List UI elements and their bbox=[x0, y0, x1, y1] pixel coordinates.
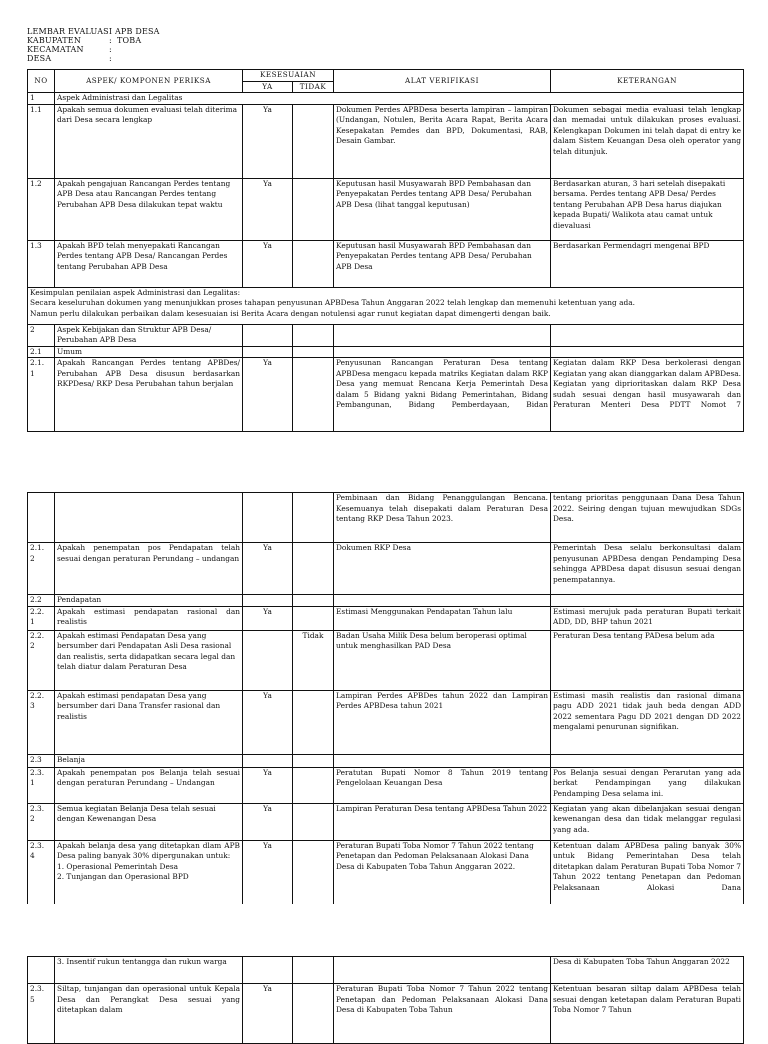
field-separator: : bbox=[109, 36, 112, 45]
column-header-no: NO bbox=[28, 70, 55, 93]
evaluation-table-page-3 bbox=[27, 956, 744, 1044]
summary-heading: Kesimpulan penilaian aspek Administrasi dan Legalitas: bbox=[30, 287, 241, 297]
tidak-cell bbox=[293, 358, 334, 432]
table-row bbox=[28, 240, 744, 287]
keterangan-cell: Kegiatan yang akan dibelanjakan sesuai dengan kewenangan desa dan tidak melanggar regulasi yang ada. bbox=[551, 803, 744, 840]
column-header-aspek: ASPEK/ KOMPONEN PERIKSA bbox=[55, 70, 243, 93]
row-number: 2.1. 2 bbox=[28, 543, 55, 595]
row-number: 2.2. 2 bbox=[28, 630, 55, 690]
list-item: 1. Operasional Pemerintah Desa bbox=[57, 861, 179, 871]
section-title: Aspek Administrasi dan Legalitas bbox=[55, 93, 744, 105]
aspek-cell: Siltap, tunjangan dan operasional untuk Kepala Desa dan Perangkat Desa sesuai yang ditetapkan dalam bbox=[55, 984, 243, 1044]
row-number: 2.2. 1 bbox=[28, 606, 55, 630]
field-label: KECAMATAN bbox=[27, 45, 84, 54]
row-number: 2.3. 4 bbox=[28, 840, 55, 904]
table-row bbox=[28, 767, 744, 803]
alat-verifikasi-cell bbox=[334, 957, 551, 984]
column-header-alat-verifikasi: ALAT VERIFIKASI bbox=[334, 70, 551, 93]
summary-text: Secara keseluruhan dokumen yang menunjukkan proses tahapan penyusunan APBDesa Tahun Anggaran 2022 telah lengkap dan memenuhi ketentuan yang ada. bbox=[30, 298, 636, 307]
ya-cell bbox=[243, 754, 293, 767]
keterangan-cell: Estimasi masih realistis dan rasional dimana pagu ADD 2021 tidak jauh beda dengan ADD 2022 sementara Pagu DD 2021 dengan DD 2022 mengalami penurunan signifikan. bbox=[551, 690, 744, 754]
ya-cell bbox=[243, 957, 293, 984]
alat-verifikasi-cell: Dokumen Perdes APBDesa beserta lampiran – lampiran (Undangan, Notulen, Berita Acara Rapat, Berita Acara Kesepakatan Pemdes dan BPD, Dokumentasi, RAB, Desain Gambar. bbox=[334, 104, 551, 178]
ya-cell bbox=[243, 346, 293, 358]
table-row bbox=[28, 690, 744, 754]
keterangan-cell: Ketentuan besaran siltap dalam APBDesa telah sesuai dengan ketetapan dalam Peraturan Bupati Toba Nomor 7 Tahun bbox=[551, 984, 744, 1044]
row-number: 2.3. 5 bbox=[28, 984, 55, 1044]
ya-cell: Ya bbox=[243, 840, 293, 904]
ya-cell: Ya bbox=[243, 690, 293, 754]
summary-cell bbox=[28, 287, 744, 324]
tidak-cell bbox=[293, 690, 334, 754]
keterangan-cell bbox=[551, 595, 744, 607]
column-header-ya: YA bbox=[243, 81, 293, 93]
tidak-cell bbox=[293, 840, 334, 904]
row-number bbox=[28, 493, 55, 543]
aspek-cell: Apakah pengajuan Rancangan Perdes tentang APB Desa atau Rancangan Perdes tentang Perubahan APB Desa dilakukan tepat waktu bbox=[55, 178, 243, 240]
ya-cell: Ya bbox=[243, 543, 293, 595]
aspek-cell: Apakah semua dokumen evaluasi telah diterima dari Desa secara lengkap bbox=[55, 104, 243, 178]
subsection-number: 2.2 bbox=[28, 595, 55, 607]
alat-verifikasi-cell: Lampiran Perdes APBDes tahun 2022 dan Lampiran Perdes APBDesa tahun 2021 bbox=[334, 690, 551, 754]
ya-cell: Ya bbox=[243, 104, 293, 178]
aspek-cell: Apakah penempatan pos Pendapatan telah sesuai dengan peraturan Perundang – undangan bbox=[55, 543, 243, 595]
tidak-cell bbox=[293, 803, 334, 840]
keterangan-cell: Peraturan Desa tentang PADesa belum ada bbox=[551, 630, 744, 690]
field-separator: : bbox=[109, 54, 112, 63]
tidak-cell bbox=[293, 957, 334, 984]
table-row bbox=[28, 984, 744, 1044]
aspek-cell bbox=[55, 840, 243, 904]
alat-verifikasi-cell bbox=[334, 595, 551, 607]
table-row bbox=[28, 543, 744, 595]
alat-verifikasi-cell: Keputusan hasil Musyawarah BPD Pembahasan dan Penyepakatan Perdes tentang APB Desa/ Perubahan APB Desa (lihat tanggal keputusan) bbox=[334, 178, 551, 240]
keterangan-cell bbox=[551, 754, 744, 767]
aspek-cell: Apakah BPD telah menyepakati Rancangan Perdes tentang APB Desa/ Rancangan Perdes tentang Perubahan APB Desa bbox=[55, 240, 243, 287]
tidak-cell bbox=[293, 754, 334, 767]
list-item: 2. Tunjangan dan Operasional BPD bbox=[57, 872, 189, 881]
alat-verifikasi-cell: Peratutan Bupati Nomor 8 Tahun 2019 tentang Pengelolaan Keuangan Desa bbox=[334, 767, 551, 803]
alat-verifikasi-cell: Peraturan Bupati Toba Nomor 7 Tahun 2022 tentang Penetapan dan Pedoman Pelaksanaan Alokasi Dana Desa di Kabupaten Toba Tahun Anggaran 2022. bbox=[334, 840, 551, 904]
ya-cell bbox=[243, 595, 293, 607]
alat-verifikasi-cell bbox=[334, 346, 551, 358]
row-number: 2.2. 3 bbox=[28, 690, 55, 754]
table-row bbox=[28, 104, 744, 178]
ya-cell: Ya bbox=[243, 984, 293, 1044]
subsection-number: 2.3 bbox=[28, 754, 55, 767]
table-row bbox=[28, 803, 744, 840]
summary-text: Namun perlu dilakukan perbaikan dalam kesesuaian isi Berita Acara dengan notulensi agar runut kegiatan dapat dimengerti dengan baik. bbox=[30, 308, 551, 318]
keterangan-cell: Estimasi merujuk pada peraturan Bupati terkait ADD, DD, BHP tahun 2021 bbox=[551, 606, 744, 630]
aspek-cell: Apakah estimasi Pendapatan Desa yang bersumber dari Pendapatan Asli Desa rasional dan realistis, serta didapatkan secara legal dan telah diatur dalam Peraturan Desa bbox=[55, 630, 243, 690]
row-number: 2.1. 1 bbox=[28, 358, 55, 432]
table-row-continued bbox=[28, 493, 744, 543]
alat-verifikasi-cell: Badan Usaha Milik Desa belum beroperasi optimal untuk menghasilkan PAD Desa bbox=[334, 630, 551, 690]
aspek-cell: Apakah penempatan pos Belanja telah sesuai dengan peraturan Perundang – Undangan bbox=[55, 767, 243, 803]
ya-cell bbox=[243, 324, 293, 346]
subsection-title: Belanja bbox=[55, 754, 243, 767]
ya-cell: Ya bbox=[243, 767, 293, 803]
evaluation-table-page-1 bbox=[27, 69, 744, 432]
subsection-title: Pendapatan bbox=[55, 595, 243, 607]
ya-cell: Ya bbox=[243, 240, 293, 287]
tidak-cell bbox=[293, 178, 334, 240]
keterangan-cell: Dokumen sebagai media evaluasi telah lengkap dan memadai untuk dilakukan proses evaluasi. Kelengkapan Dokumen ini telah dapat di entry ke dalam Sistem Keuangan Desa oleh operator yang telah ditunjuk. bbox=[551, 104, 744, 178]
ya-cell: Ya bbox=[243, 606, 293, 630]
tidak-cell bbox=[293, 240, 334, 287]
section-row bbox=[28, 93, 744, 105]
tidak-cell bbox=[293, 767, 334, 803]
alat-verifikasi-cell: Keputusan hasil Musyawarah BPD Pembahasan dan Penyepakatan Perdes tentang APB Desa/ Perubahan APB Desa bbox=[334, 240, 551, 287]
alat-verifikasi-cell: Penyusunan Rancangan Peraturan Desa tentang APBDesa mengacu kepada matriks Kegiatan dalam RKP Desa yang memuat Rencana Kerja Pemerintah Desa dalam 5 Bidang yakni Bidang Pemerintahan, Bidang Pembangunan, Bidang Pemberdayaan, Bidan bbox=[334, 358, 551, 432]
tidak-cell bbox=[293, 346, 334, 358]
alat-verifikasi-cell bbox=[334, 754, 551, 767]
keterangan-cell: Pemerintah Desa selalu berkonsultasi dalam penyusunan APBDesa dengan Pendamping Desa sehingga APBDesa dapat disusun sesuai dengan penempatannya. bbox=[551, 543, 744, 595]
tidak-cell bbox=[293, 606, 334, 630]
header-field-kabupaten bbox=[27, 36, 160, 45]
row-number bbox=[28, 957, 55, 984]
row-number: 1.3 bbox=[28, 240, 55, 287]
row-number: 2.3. 1 bbox=[28, 767, 55, 803]
subsection-title: Umum bbox=[55, 346, 243, 358]
table-header-row bbox=[28, 70, 744, 82]
keterangan-cell: tentang prioritas penggunaan Dana Desa Tahun 2022. Seiring dengan tujuan mewujudkan SDGs Desa. bbox=[551, 493, 744, 543]
ya-cell bbox=[243, 493, 293, 543]
subsection-row bbox=[28, 595, 744, 607]
field-separator: : bbox=[109, 45, 112, 54]
table-row-continued bbox=[28, 957, 744, 984]
header-field-desa bbox=[27, 54, 160, 63]
row-number: 1.2 bbox=[28, 178, 55, 240]
tidak-cell: Tidak bbox=[293, 630, 334, 690]
section-row bbox=[28, 324, 744, 346]
keterangan-cell: Ketentuan dalam APBDesa paling banyak 30% untuk Bidang Pemerintahan Desa telah ditetapkan dalam Peraturan Bupati Toba Nomor 7 Tahun 2022 tentang Penetapan dan Pedoman Pelaksanaan Alokasi Dana bbox=[551, 840, 744, 904]
aspek-cell: 3. Insentif rukun tentangga dan rukun warga bbox=[55, 957, 243, 984]
section-title: Aspek Kebijakan dan Struktur APB Desa/ Perubahan APB Desa bbox=[55, 324, 243, 346]
alat-verifikasi-cell bbox=[334, 324, 551, 346]
aspek-cell: Apakah estimasi pendapatan rasional dan realistis bbox=[55, 606, 243, 630]
keterangan-cell: Berdasarkan Permendagri mengenai BPD bbox=[551, 240, 744, 287]
tidak-cell bbox=[293, 595, 334, 607]
keterangan-cell bbox=[551, 324, 744, 346]
keterangan-cell: Kegiatan dalam RKP Desa berkolerasi dengan Kegiatan yang akan dianggarkan dalam APBDesa. Kegiatan yang diprioritaskan dalam RKP Desa sudah sesuai dengan hasil musyawarah dan Peraturan Menteri Desa PDTT Nomot 7 bbox=[551, 358, 744, 432]
alat-verifikasi-cell: Estimasi Menggunakan Pendapatan Tahun lalu bbox=[334, 606, 551, 630]
subsection-row bbox=[28, 754, 744, 767]
alat-verifikasi-cell: Lampiran Peraturan Desa tentang APBDesa Tahun 2022 bbox=[334, 803, 551, 840]
field-label: DESA bbox=[27, 54, 52, 63]
ya-cell: Ya bbox=[243, 803, 293, 840]
column-header-tidak: TIDAK bbox=[293, 81, 334, 93]
document-title: LEMBAR EVALUASI APB DESA bbox=[27, 27, 160, 36]
document-header bbox=[27, 27, 160, 63]
aspek-text: Apakah belanja desa yang ditetapkan dlam APB Desa paling banyak 30% dipergunakan untuk: bbox=[57, 840, 240, 860]
column-header-kesesuaian: KESESUAIAN bbox=[243, 70, 334, 82]
keterangan-cell bbox=[551, 346, 744, 358]
keterangan-cell: Pos Belanja sesuai dengan Perarutan yang ada berkat Pendampingan yang dilakukan Pendamping Desa selama ini. bbox=[551, 767, 744, 803]
ya-cell bbox=[243, 630, 293, 690]
table-row bbox=[28, 358, 744, 432]
page-gap bbox=[0, 904, 768, 956]
row-number: 2.3. 2 bbox=[28, 803, 55, 840]
column-header-keterangan: KETERANGAN bbox=[551, 70, 744, 93]
aspek-cell: Apakah estimasi pendapatan Desa yang bersumber dari Dana Transfer rasional dan realistis bbox=[55, 690, 243, 754]
table-row bbox=[28, 606, 744, 630]
section-number: 1 bbox=[28, 93, 55, 105]
aspek-cell: Semua kegiatan Belanja Desa telah sesuai dengan Kewenangan Desa bbox=[55, 803, 243, 840]
table-row bbox=[28, 630, 744, 690]
ya-cell: Ya bbox=[243, 358, 293, 432]
summary-row bbox=[28, 287, 744, 324]
aspek-cell: Apakah Rancangan Perdes tentang APBDes/ Perubahan APB Desa disusun berdasarkan RKPDesa/ RKP Desa Perubahan tahun berjalan bbox=[55, 358, 243, 432]
evaluation-table-page-2 bbox=[27, 492, 744, 905]
subsection-number: 2.1 bbox=[28, 346, 55, 358]
alat-verifikasi-cell: Peraturan Bupati Toba Nomor 7 Tahun 2022 tentang Penetapan dan Pedoman Pelaksanaan Alokasi Dana Desa di Kabupaten Toba Tahun bbox=[334, 984, 551, 1044]
header-field-kecamatan bbox=[27, 45, 160, 54]
table-row bbox=[28, 178, 744, 240]
field-value: TOBA bbox=[117, 36, 142, 45]
subsection-row bbox=[28, 346, 744, 358]
tidak-cell bbox=[293, 543, 334, 595]
keterangan-cell: Desa di Kabupaten Toba Tahun Anggaran 2022 bbox=[551, 957, 744, 984]
table-row bbox=[28, 840, 744, 904]
page-gap bbox=[0, 440, 768, 492]
alat-verifikasi-cell: Dokumen RKP Desa bbox=[334, 543, 551, 595]
alat-verifikasi-cell: Pembinaan dan Bidang Penanggulangan Bencana. Kesemuanya telah disepakati dalam Peraturan Desa tentang RKP Desa Tahun 2023. bbox=[334, 493, 551, 543]
row-number: 1.1 bbox=[28, 104, 55, 178]
ya-cell: Ya bbox=[243, 178, 293, 240]
tidak-cell bbox=[293, 984, 334, 1044]
field-label: KABUPATEN bbox=[27, 36, 82, 45]
keterangan-cell: Berdasarkan aturan, 3 hari setelah disepakati bersama. Perdes tentang APB Desa/ Perdes tentang Perubahan APB Desa harus diajukan kepada Bupati/ Walikota atau camat untuk dievaluasi bbox=[551, 178, 744, 240]
tidak-cell bbox=[293, 493, 334, 543]
tidak-cell bbox=[293, 104, 334, 178]
section-number: 2 bbox=[28, 324, 55, 346]
aspek-cell bbox=[55, 493, 243, 543]
tidak-cell bbox=[293, 324, 334, 346]
